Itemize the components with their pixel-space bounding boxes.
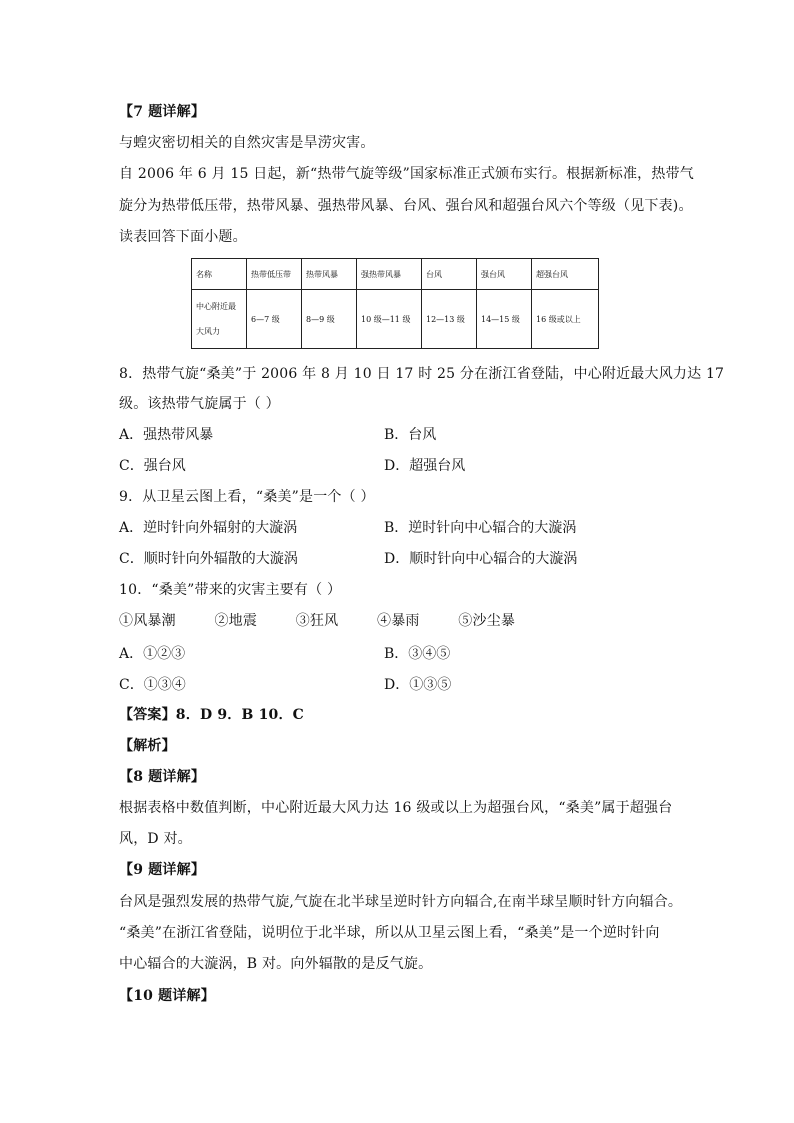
q10-option-c: C．①③④: [119, 677, 186, 693]
table-cell: 16 级或以上: [532, 290, 599, 349]
table-cell: 强台风: [477, 259, 532, 290]
paragraph-9-line-2: “桑美”在浙江省登陆，说明位于北半球，所以从卫星云图上看，“桑美”是一个逆时针向: [119, 925, 660, 941]
answer-line: 【答案】8．D 9．B 10．C: [119, 707, 305, 723]
q8-option-a: A．强热带风暴: [119, 427, 214, 443]
table-header-row: [192, 259, 599, 290]
q10-option-d: D．①③⑤: [384, 677, 452, 693]
paragraph-9-line-1: 台风是强烈发展的热带气旋,气旋在北半球呈逆时针方向辐合,在南半球呈顺时针方向辐合。: [119, 894, 683, 910]
row-label-line: 中心附近最: [196, 302, 236, 311]
question-10-stem: 10．“桑美”带来的灾害主要有（ ）: [119, 582, 342, 598]
q10-option-b: B．③④⑤: [384, 646, 451, 662]
q8-option-c: C．强台风: [119, 458, 186, 474]
intro-line-2: 旋分为热带低压带，热带风暴、强热带风暴、台风、强台风和超强台风六个等级（见下表)。: [119, 198, 693, 214]
section-heading-8: 【8 题详解】: [119, 769, 206, 785]
question-9-stem: 9．从卫星云图上看，“桑美”是一个（ ）: [119, 489, 375, 505]
q9-option-c: C．顺时针向外辐散的大漩涡: [119, 551, 298, 567]
section-heading-7: 【7 题详解】: [119, 104, 206, 120]
table-row-label: [192, 290, 247, 349]
section-heading-9: 【9 题详解】: [119, 862, 206, 878]
paragraph-8-line-2: 风，D 对。: [119, 831, 192, 847]
table-cell: 热带低压带: [247, 259, 302, 290]
table-cell: 10 级—11 级: [357, 290, 422, 349]
q10-option-a: A．①②③: [119, 646, 186, 662]
table-cell: 6—7 级: [247, 290, 302, 349]
paragraph-9-line-3: 中心辐合的大漩涡，B 对。向外辐散的是反气旋。: [119, 956, 433, 972]
intro-line-3: 读表回答下面小题。: [119, 229, 247, 245]
q10-item: ②地震: [214, 613, 258, 629]
cyclone-grade-table: [191, 258, 599, 349]
q9-option-b: B．逆时针向中心辐合的大漩涡: [384, 520, 577, 536]
table-cell: 名称: [192, 259, 247, 290]
intro-line-1: 自 2006 年 6 月 15 日起，新“热带气旋等级”国家标准正式颁布实行。根据新标准，热带气: [119, 166, 694, 182]
q10-items: [119, 612, 549, 630]
analysis-heading: 【解析】: [119, 738, 176, 754]
q10-item: ③狂风: [295, 613, 339, 629]
q10-item: ⑤沙尘暴: [458, 613, 516, 629]
q8-option-d: D．超强台风: [384, 458, 466, 474]
q9-option-a: A．逆时针向外辐射的大漩涡: [119, 520, 298, 536]
table-cell: 台风: [422, 259, 477, 290]
q9-option-d: D．顺时针向中心辐合的大漩涡: [384, 551, 578, 567]
table-cell: 8—9 级: [302, 290, 357, 349]
question-8-stem-1: 8．热带气旋“桑美”于 2006 年 8 月 10 日 17 时 25 分在浙江省登陆，中心附近最大风力达 17: [119, 366, 725, 382]
table-row: [192, 290, 599, 349]
paragraph-7: 与蝗灾密切相关的自然灾害是旱涝灾害。: [119, 135, 375, 151]
q10-item: ①风暴潮: [119, 613, 176, 629]
table-cell: 超强台风: [532, 259, 599, 290]
table-cell: 热带风暴: [302, 259, 357, 290]
q10-item: ④暴雨: [377, 613, 420, 629]
section-heading-10: 【10 题详解】: [119, 988, 215, 1004]
table-cell: 12—13 级: [422, 290, 477, 349]
table-cell: 14—15 级: [477, 290, 532, 349]
q8-option-b: B．台风: [384, 427, 437, 443]
question-8-stem-2: 级。该热带气旋属于（ ）: [119, 396, 280, 412]
table-cell: 强热带风暴: [357, 259, 422, 290]
paragraph-8-line-1: 根据表格中数值判断，中心附近最大风力达 16 级或以上为超强台风，“桑美”属于超强台: [119, 800, 673, 816]
row-label-line: 大风力: [196, 327, 220, 336]
